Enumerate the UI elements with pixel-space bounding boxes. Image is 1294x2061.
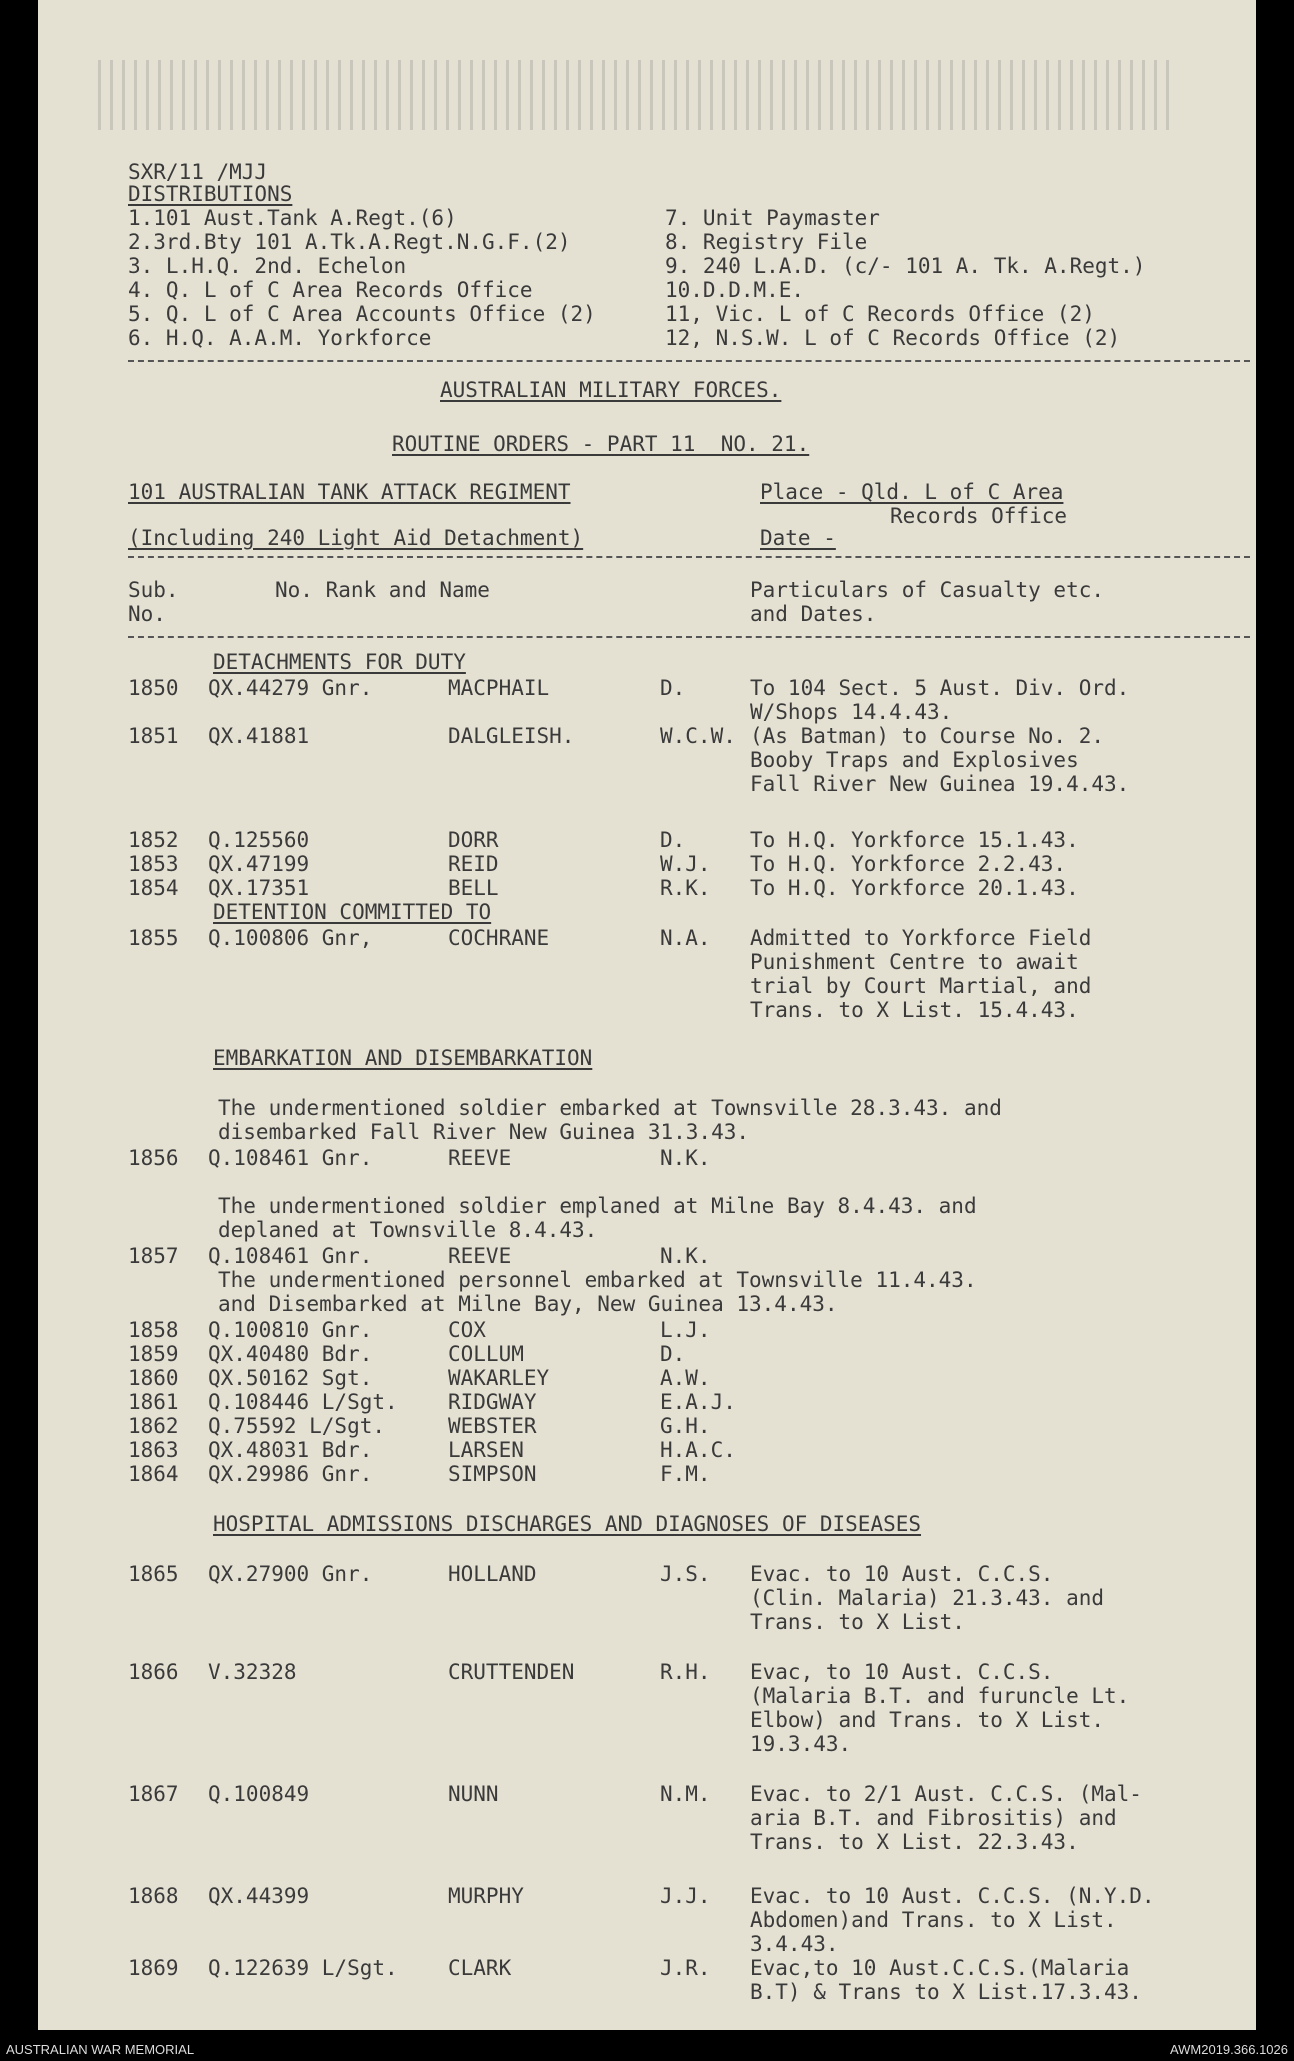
record-sub-no: 1868 — [128, 1884, 179, 1908]
divider — [128, 556, 1250, 558]
record-initials: W.C.W. — [660, 724, 736, 748]
record-particulars: (Malaria B.T. and furuncle Lt. — [750, 1684, 1130, 1708]
distribution-item: 12, N.S.W. L of C Records Office (2) — [665, 326, 1121, 350]
record-name: REEVE — [448, 1146, 512, 1170]
section-heading: HOSPITAL ADMISSIONS DISCHARGES AND DIAGNOSES OF DISEASES — [213, 1512, 922, 1536]
record-service-no: Q.125560 — [208, 828, 310, 852]
divider — [128, 636, 1250, 638]
distribution-item: 8. Registry File — [665, 230, 868, 254]
distribution-item: 5. Q. L of C Area Accounts Office (2) — [128, 302, 596, 326]
record-particulars: Evac,to 10 Aust.C.C.S.(Malaria — [750, 1956, 1130, 1980]
record-sub-no: 1852 — [128, 828, 179, 852]
record-particulars: To 104 Sect. 5 Aust. Div. Ord. — [750, 676, 1130, 700]
record-initials: N.K. — [660, 1244, 711, 1268]
record-service-no: QX.27900 Gnr. — [208, 1562, 373, 1586]
record-name: MURPHY — [448, 1884, 524, 1908]
record-sub-no: 1850 — [128, 676, 179, 700]
place-label-2: Records Office — [890, 504, 1068, 528]
record-initials: F.M. — [660, 1462, 711, 1486]
record-particulars: Evac. to 10 Aust. C.C.S. (N.Y.D. — [750, 1884, 1155, 1908]
record-particulars: Abdomen)and Trans. to X List. — [750, 1908, 1117, 1932]
record-sub-no: 1863 — [128, 1438, 179, 1462]
place-label: Place - Qld. L of C Area — [760, 480, 1064, 504]
record-particulars: Admitted to Yorkforce Field — [750, 926, 1092, 950]
record-name: COX — [448, 1318, 486, 1342]
record-name: WAKARLEY — [448, 1366, 550, 1390]
record-sub-no: 1857 — [128, 1244, 179, 1268]
record-particulars: aria B.T. and Fibrositis) and — [750, 1806, 1117, 1830]
record-particulars: Evac. to 2/1 Aust. C.C.S. (Mal- — [750, 1782, 1142, 1806]
record-service-no: Q.122639 L/Sgt. — [208, 1956, 398, 1980]
distribution-title: DISTRIBUTIONS — [128, 182, 293, 206]
record-particulars: (As Batman) to Course No. 2. — [750, 724, 1105, 748]
record-initials: R.K. — [660, 876, 711, 900]
record-service-no: Q.108461 Gnr. — [208, 1146, 373, 1170]
unit-name: 101 AUSTRALIAN TANK ATTACK REGIMENT — [128, 480, 571, 504]
distribution-item: 9. 240 L.A.D. (c/- 101 A. Tk. A.Regt.) — [665, 254, 1146, 278]
record-sub-no: 1851 — [128, 724, 179, 748]
record-service-no: QX.50162 Sgt. — [208, 1366, 373, 1390]
record-particulars: Trans. to X List. 22.3.43. — [750, 1830, 1079, 1854]
record-initials: N.K. — [660, 1146, 711, 1170]
record-name: HOLLAND — [448, 1562, 537, 1586]
record-name: DORR — [448, 828, 499, 852]
record-name: REID — [448, 852, 499, 876]
record-sub-no: 1855 — [128, 926, 179, 950]
record-particulars: Evac, to 10 Aust. C.C.S. — [750, 1660, 1054, 1684]
record-name: NUNN — [448, 1782, 499, 1806]
record-initials: D. — [660, 1342, 686, 1366]
footer-accession: AWM2019.366.1026 — [1169, 2042, 1288, 2057]
record-sub-no: 1866 — [128, 1660, 179, 1684]
distribution-item: 3. L.H.Q. 2nd. Echelon — [128, 254, 407, 278]
record-name: COCHRANE — [448, 926, 550, 950]
section-heading: DETENTION COMMITTED TO — [213, 900, 492, 924]
orders-heading: ROUTINE ORDERS - PART 11 NO. 21. — [392, 432, 810, 456]
section-heading: DETACHMENTS FOR DUTY — [213, 650, 466, 674]
record-particulars: Fall River New Guinea 19.4.43. — [750, 772, 1130, 796]
record-name: WEBSTER — [448, 1414, 537, 1438]
record-initials: A.W. — [660, 1366, 711, 1390]
date-label: Date - — [760, 526, 836, 550]
distribution-item: 4. Q. L of C Area Records Office — [128, 278, 533, 302]
record-particulars: 19.3.43. — [750, 1732, 852, 1756]
record-particulars: Elbow) and Trans. to X List. — [750, 1708, 1105, 1732]
record-service-no: QX.40480 Bdr. — [208, 1342, 373, 1366]
record-sub-no: 1859 — [128, 1342, 179, 1366]
record-service-no: QX.29986 Gnr. — [208, 1462, 373, 1486]
column-particulars-2: and Dates. — [750, 602, 877, 626]
record-particulars: To H.Q. Yorkforce 2.2.43. — [750, 852, 1067, 876]
embarkation-note: The undermentioned soldier emplaned at Milne Bay 8.4.43. and — [218, 1194, 977, 1218]
record-sub-no: 1861 — [128, 1390, 179, 1414]
record-name: DALGLEISH. — [448, 724, 575, 748]
distribution-item: 1.101 Aust.Tank A.Regt.(6) — [128, 206, 457, 230]
record-service-no: V.32328 — [208, 1660, 297, 1684]
record-initials: E.A.J. — [660, 1390, 736, 1414]
record-initials: R.H. — [660, 1660, 711, 1684]
record-name: RIDGWAY — [448, 1390, 537, 1414]
record-service-no: QX.48031 Bdr. — [208, 1438, 373, 1462]
column-sub: Sub. — [128, 578, 179, 602]
record-service-no: Q.100806 Gnr, — [208, 926, 373, 950]
footer-credit: AUSTRALIAN WAR MEMORIAL — [6, 2042, 195, 2057]
record-particulars: Booby Traps and Explosives — [750, 748, 1079, 772]
record-name: BELL — [448, 876, 499, 900]
record-sub-no: 1860 — [128, 1366, 179, 1390]
record-initials: G.H. — [660, 1414, 711, 1438]
record-sub-no: 1858 — [128, 1318, 179, 1342]
record-sub-no: 1865 — [128, 1562, 179, 1586]
record-sub-no: 1854 — [128, 876, 179, 900]
section-heading: EMBARKATION AND DISEMBARKATION — [213, 1046, 593, 1070]
record-particulars: Trans. to X List. 15.4.43. — [750, 998, 1079, 1022]
record-particulars: trial by Court Martial, and — [750, 974, 1092, 998]
record-particulars: Punishment Centre to await — [750, 950, 1079, 974]
record-sub-no: 1869 — [128, 1956, 179, 1980]
forces-heading: AUSTRALIAN MILITARY FORCES. — [440, 378, 782, 402]
record-initials: N.M. — [660, 1782, 711, 1806]
record-name: MACPHAIL — [448, 676, 550, 700]
carbon-smudge — [98, 60, 1178, 130]
record-name: COLLUM — [448, 1342, 524, 1366]
record-particulars: Trans. to X List. — [750, 1610, 965, 1634]
record-name: CLARK — [448, 1956, 512, 1980]
column-name: No. Rank and Name — [275, 578, 490, 602]
record-particulars: B.T) & Trans to X List.17.3.43. — [750, 1980, 1142, 2004]
record-service-no: QX.17351 — [208, 876, 310, 900]
record-initials: D. — [660, 828, 686, 852]
embarkation-note: The undermentioned personnel embarked at Townsville 11.4.43. — [218, 1268, 977, 1292]
record-initials: H.A.C. — [660, 1438, 736, 1462]
record-name: LARSEN — [448, 1438, 524, 1462]
embarkation-note: and Disembarked at Milne Bay, New Guinea 13.4.43. — [218, 1292, 838, 1316]
distribution-item: 6. H.Q. A.A.M. Yorkforce — [128, 326, 432, 350]
record-service-no: Q.100810 Gnr. — [208, 1318, 373, 1342]
record-initials: W.J. — [660, 852, 711, 876]
record-initials: N.A. — [660, 926, 711, 950]
record-sub-no: 1856 — [128, 1146, 179, 1170]
record-particulars: W/Shops 14.4.43. — [750, 700, 953, 724]
record-service-no: QX.47199 — [208, 852, 310, 876]
record-particulars: 3.4.43. — [750, 1932, 839, 1956]
divider — [128, 360, 1250, 362]
record-initials: L.J. — [660, 1318, 711, 1342]
record-service-no: QX.44279 Gnr. — [208, 676, 373, 700]
record-sub-no: 1853 — [128, 852, 179, 876]
record-initials: J.R. — [660, 1956, 711, 1980]
record-service-no: QX.44399 — [208, 1884, 310, 1908]
record-service-no: Q.108461 Gnr. — [208, 1244, 373, 1268]
record-service-no: Q.75592 L/Sgt. — [208, 1414, 386, 1438]
distribution-item: 7. Unit Paymaster — [665, 206, 880, 230]
embarkation-note: deplaned at Townsville 8.4.43. — [218, 1218, 598, 1242]
record-initials: J.J. — [660, 1884, 711, 1908]
column-particulars: Particulars of Casualty etc. — [750, 578, 1105, 602]
record-initials: J.S. — [660, 1562, 711, 1586]
distribution-item: 11, Vic. L of C Records Office (2) — [665, 302, 1095, 326]
distribution-item: 10.D.D.M.E. — [665, 278, 805, 302]
record-service-no: QX.41881 — [208, 724, 310, 748]
record-service-no: Q.108446 L/Sgt. — [208, 1390, 398, 1414]
record-particulars: (Clin. Malaria) 21.3.43. and — [750, 1586, 1105, 1610]
record-particulars: Evac. to 10 Aust. C.C.S. — [750, 1562, 1054, 1586]
record-initials: D. — [660, 676, 686, 700]
embarkation-note: disembarked Fall River New Guinea 31.3.43. — [218, 1120, 750, 1144]
record-name: SIMPSON — [448, 1462, 537, 1486]
distribution-item: 2.3rd.Bty 101 A.Tk.A.Regt.N.G.F.(2) — [128, 230, 571, 254]
document-reference: SXR/11 /MJJ — [128, 160, 268, 184]
record-name: REEVE — [448, 1244, 512, 1268]
column-sub-no: No. — [128, 602, 166, 626]
record-particulars: To H.Q. Yorkforce 15.1.43. — [750, 828, 1079, 852]
record-sub-no: 1864 — [128, 1462, 179, 1486]
record-name: CRUTTENDEN — [448, 1660, 575, 1684]
record-sub-no: 1867 — [128, 1782, 179, 1806]
unit-subtitle: (Including 240 Light Aid Detachment) — [128, 526, 584, 550]
record-sub-no: 1862 — [128, 1414, 179, 1438]
record-service-no: Q.100849 — [208, 1782, 310, 1806]
record-particulars: To H.Q. Yorkforce 20.1.43. — [750, 876, 1079, 900]
embarkation-note: The undermentioned soldier embarked at Townsville 28.3.43. and — [218, 1096, 1002, 1120]
